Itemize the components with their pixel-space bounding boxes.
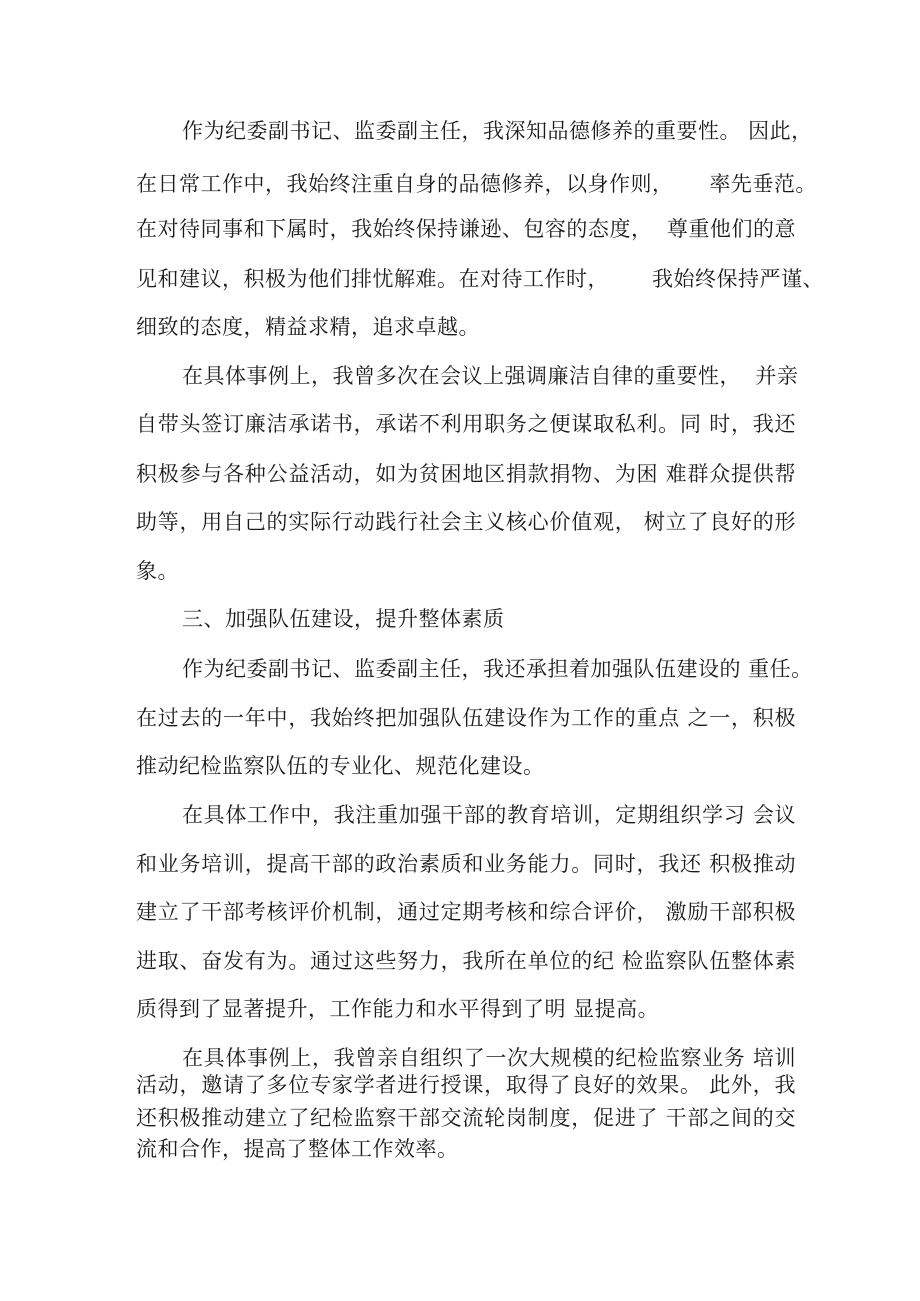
paragraph-4-line-4: 进取、奋发有为。通过这些努力，我所在单位的纪 检监察队伍整体素: [136, 949, 796, 973]
paragraph-1-line-1: 作为纪委副书记、监委副主任，我深知品德修养的重要性。 因此，: [182, 119, 813, 143]
paragraph-1-line-5: 细致的态度，精益求精，追求卓越。: [136, 315, 480, 339]
paragraph-1-line-2: 在日常工作中，我始终注重自身的品德修养，以身作则， 率先垂范。: [136, 172, 817, 196]
paragraph-5-line-4: 流和合作，提高了整体工作效率。: [136, 1137, 459, 1161]
paragraph-2-line-3: 积极参与各种公益活动，如为贫困地区捐款捐物、为困 难群众提供帮: [136, 462, 796, 486]
paragraph-3-line-1: 作为纪委副书记、监委副主任，我还承担着加强队伍建设的 重任。: [182, 657, 813, 681]
paragraph-2-line-2: 自带头签订廉洁承诺书，承诺不利用职务之便谋取私利。同 时，我还: [136, 412, 796, 436]
paragraph-4-line-5: 质得到了显著提升，工作能力和水平得到了明 显提高。: [136, 997, 660, 1021]
paragraph-5-line-3: 还积极推动建立了纪检监察干部交流轮岗制度，促进了 干部之间的交: [136, 1106, 796, 1130]
paragraph-2-line-4: 助等，用自己的实际行动践行社会主义核心价值观， 树立了良好的形: [136, 510, 796, 534]
paragraph-2-line-1: 在具体事例上，我曾多次在会议上强调廉洁自律的重要性， 并亲: [182, 364, 799, 388]
paragraph-5-line-1: 在具体事例上，我曾亲自组织了一次大规模的纪检监察业务 培训: [182, 1046, 796, 1070]
section-heading: 三、加强队伍建设，提升整体素质: [182, 607, 505, 631]
paragraph-4-line-3: 建立了干部考核评价机制，通过定期考核和综合评价， 激励干部积极: [136, 900, 796, 924]
paragraph-1-line-3: 在对待同事和下属时，我始终保持谦逊、包容的态度， 尊重他们的意: [136, 217, 796, 241]
paragraph-2-line-5: 象。: [136, 559, 179, 583]
paragraph-5-line-2: 活动，邀请了多位专家学者进行授课，取得了良好的效果。 此外，我: [136, 1073, 796, 1097]
paragraph-4-line-2: 和业务培训，提高干部的政治素质和业务能力。同时，我还 积极推动: [136, 852, 796, 876]
paragraph-4-line-1: 在具体工作中，我注重加强干部的教育培训，定期组织学习 会议: [182, 803, 796, 827]
paragraph-1-line-4: 见和建议，积极为他们排忧解难。在对待工作时， 我始终保持严谨、: [136, 267, 825, 291]
paragraph-3-line-2: 在过去的一年中，我始终把加强队伍建设作为工作的重点 之一，积极: [136, 706, 796, 730]
paragraph-3-line-3: 推动纪检监察队伍的专业化、规范化建设。: [136, 754, 545, 778]
